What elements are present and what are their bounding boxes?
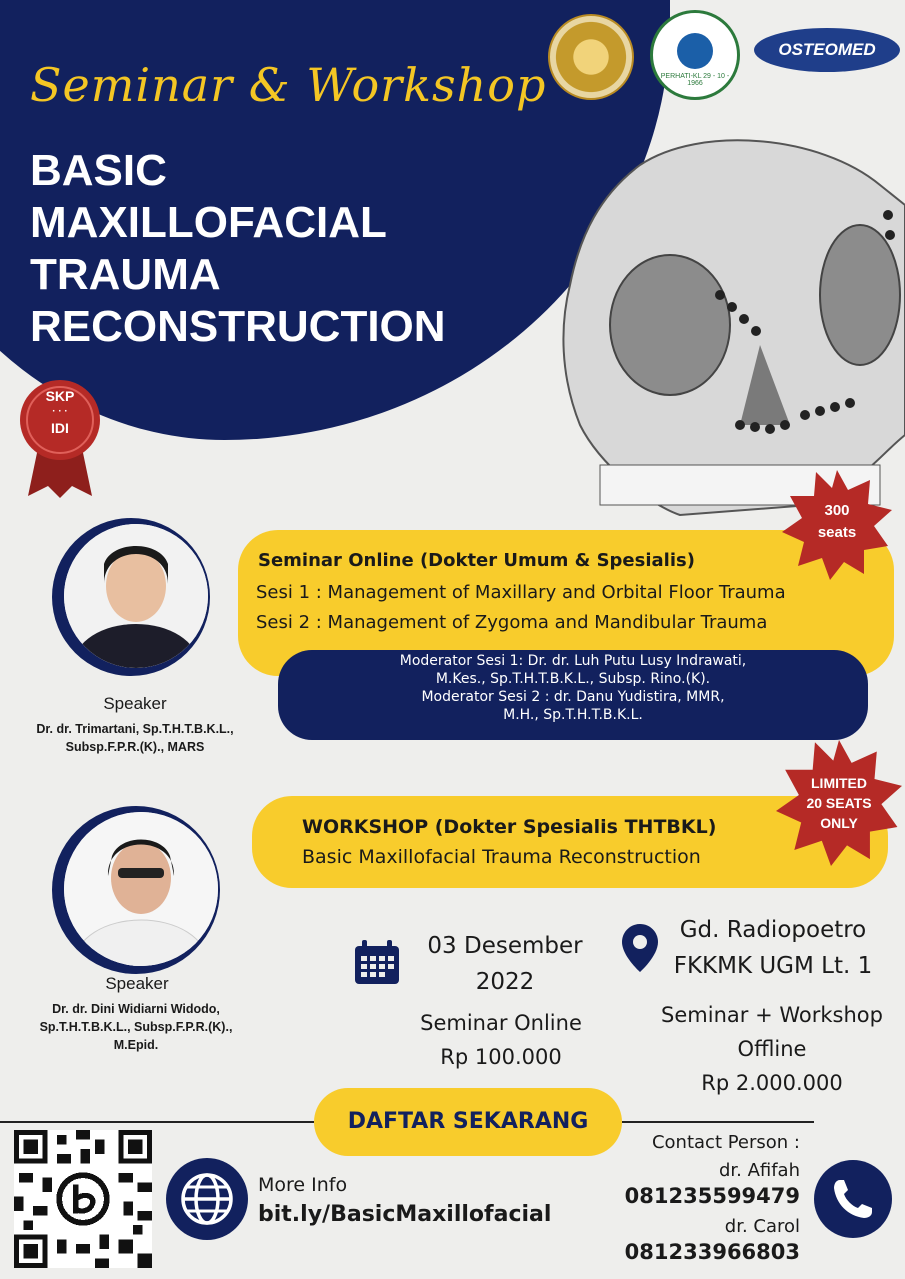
speaker-name [0, 720, 270, 756]
more-info-link[interactable]: bit.ly/BasicMaxillofacial [258, 1202, 552, 1227]
osteomed-logo: OSTEOMED [754, 28, 900, 72]
university-seal-logo [548, 14, 634, 100]
workshop-heading: WORKSHOP (Dokter Spesialis THTBKL) [302, 816, 717, 838]
perhati-emblem-icon [677, 33, 713, 69]
divider-right [622, 1121, 814, 1123]
workshop-subtitle: Basic Maxillofacial Trauma Reconstruction [302, 846, 701, 868]
speaker-name-line: Dr. dr. Dini Widiarni Widodo, [52, 1002, 220, 1016]
more-info-label: More Info [258, 1174, 348, 1196]
moderator-line: Moderator Sesi 1: Dr. dr. Luh Putu Lusy Indrawati, [399, 653, 747, 669]
event-venue [652, 912, 894, 984]
perhati-logo-text: PERHATI-KL 29 - 10 - 1966 [660, 73, 730, 87]
contact-name-2: dr. Carol [724, 1216, 800, 1237]
limited-badge-text [776, 773, 902, 833]
moderator-line: M.Kes., Sp.T.H.T.B.K.L., Subsp. Rino.(K). [435, 671, 711, 687]
speaker-photo [64, 524, 208, 668]
page-title [30, 145, 550, 353]
limited-badge-line: LIMITED [811, 775, 867, 791]
seminar-session-2: Sesi 2 : Management of Zygoma and Mandibular Trauma [256, 612, 768, 633]
speaker-name-line: Dr. dr. Trimartani, Sp.T.H.T.B.K.L., [36, 722, 234, 736]
limited-badge-line: 20 SEATS [806, 795, 872, 811]
offline-price-block [644, 998, 900, 1100]
contact-name-1: dr. Afifah [718, 1160, 800, 1181]
event-date-line: 03 Desember [427, 933, 583, 959]
title-line: TRAUMA [30, 250, 221, 299]
phone-glyph [814, 1160, 892, 1238]
qr-code [14, 1130, 152, 1268]
contact-phone-1[interactable]: 081235599479 [624, 1184, 800, 1208]
seminar-session-1: Sesi 1 : Management of Maxillary and Orbital Floor Trauma [256, 582, 786, 603]
title-line: MAXILLOFACIAL [30, 198, 387, 247]
badge-line: SKP [45, 388, 75, 404]
moderator-text [278, 652, 868, 724]
speaker-name-line: Subsp.F.P.R.(K)., MARS [65, 740, 205, 754]
offline-line: Offline [737, 1037, 807, 1061]
phone-icon [814, 1160, 892, 1238]
perhati-kl-logo [650, 10, 740, 100]
offline-line: Seminar + Workshop [661, 1003, 883, 1027]
seats-badge-line: 300 [824, 502, 850, 519]
seats-badge-text [782, 500, 892, 544]
register-now-button[interactable]: DAFTAR SEKARANG [314, 1088, 622, 1156]
divider-left [0, 1121, 314, 1123]
venue-line: FKKMK UGM Lt. 1 [673, 953, 873, 979]
title-line: RECONSTRUCTION [30, 302, 446, 351]
venue-line: Gd. Radiopoetro [679, 917, 867, 943]
badge-divider: · · · [52, 406, 68, 417]
calendar-icon [352, 938, 402, 988]
moderator-line: Moderator Sesi 2 : dr. Danu Yudistira, MMR, [421, 689, 725, 705]
speaker-name-line: Sp.T.H.T.B.K.L., Subsp.F.P.R.(K)., [39, 1020, 233, 1034]
online-label: Seminar Online [420, 1011, 582, 1035]
skull-illustration [560, 125, 905, 525]
globe-icon [166, 1158, 248, 1240]
speaker-name-line: M.Epid. [113, 1038, 159, 1052]
event-date-line: 2022 [475, 969, 535, 995]
skp-badge-text [24, 388, 96, 436]
online-price: Rp 100.000 [440, 1045, 562, 1069]
offline-price: Rp 2.000.000 [701, 1071, 843, 1095]
speaker-label: Speaker [103, 694, 167, 713]
contact-phone-2[interactable]: 081233966803 [624, 1240, 800, 1264]
speaker-name [0, 1000, 272, 1054]
speaker-portrait-icon [64, 524, 208, 668]
seats-badge-line: seats [817, 524, 857, 541]
event-date [400, 928, 610, 1000]
speaker-label: Speaker [105, 974, 169, 993]
online-price-block [396, 1006, 606, 1074]
speaker-portrait-icon [64, 812, 218, 966]
limited-badge-line: ONLY [820, 815, 858, 831]
script-title: Seminar & Workshop [30, 58, 547, 112]
speaker-photo [64, 812, 218, 966]
contact-label: Contact Person : [651, 1132, 800, 1153]
globe-glyph [166, 1158, 248, 1240]
badge-line: IDI [51, 420, 69, 436]
seminar-heading: Seminar Online (Dokter Umum & Spesialis) [258, 550, 695, 571]
title-line: BASIC [30, 146, 167, 195]
moderator-line: M.H., Sp.T.H.T.B.K.L. [503, 707, 643, 723]
